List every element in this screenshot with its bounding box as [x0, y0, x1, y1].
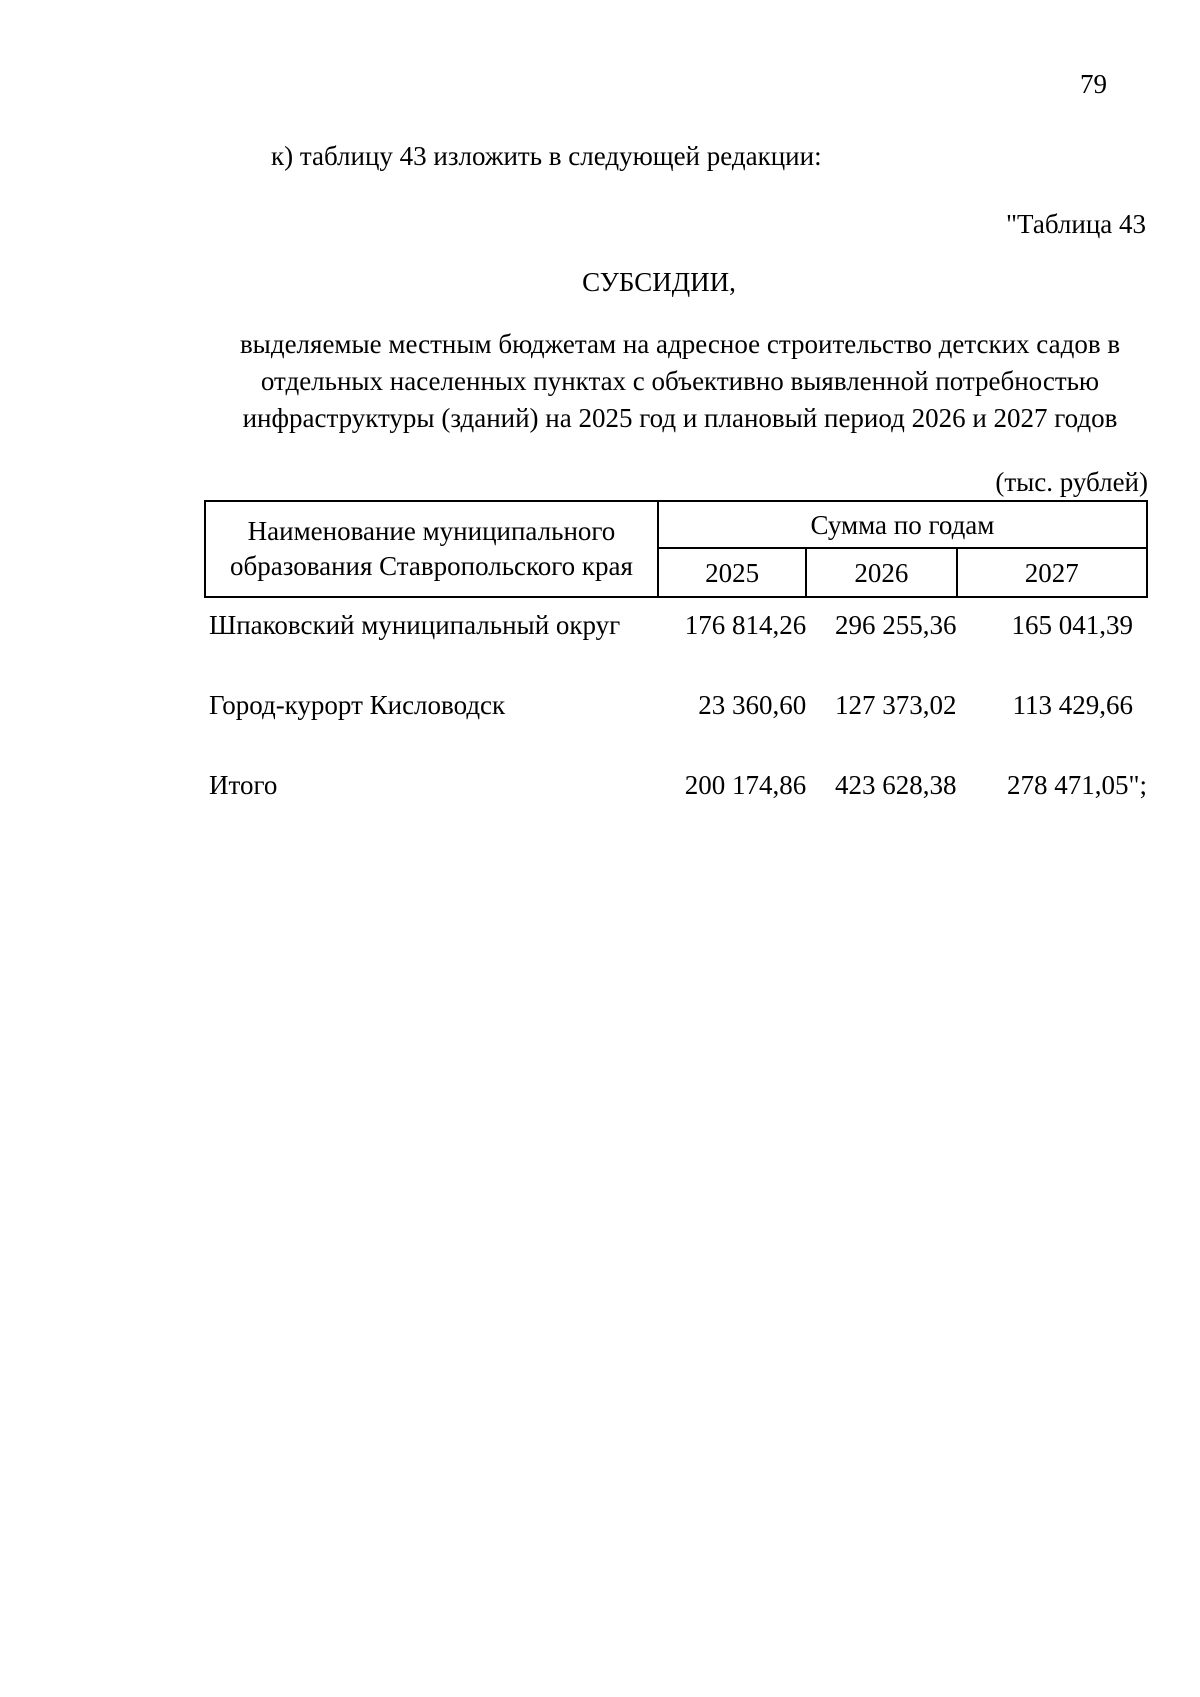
header-municipality-line: Наименование муниципального [247, 516, 616, 546]
total-amount-cell: 200 174,86 [684, 770, 807, 800]
subtitle-line: отдельных населенных пунктах с объективно выявленной потребностью [260, 366, 1100, 396]
document-subtitle [200, 326, 1160, 437]
table-row [205, 678, 1147, 758]
header-municipality [205, 501, 658, 597]
municipality-name: Шпаковский муниципальный округ [209, 610, 621, 640]
table-header-row [205, 501, 1147, 548]
amount-cell: 127 373,02 [835, 690, 957, 720]
table-row [205, 597, 1147, 678]
total-amount-cell: 278 471,05"; [1006, 770, 1147, 800]
header-sum-by-years: Сумма по годам [658, 501, 1147, 548]
subtitle-line: выделяемые местным бюджетам на адресное строительство детских садов в [239, 329, 1121, 359]
header-year: 2026 [806, 548, 956, 597]
header-year: 2025 [658, 548, 806, 597]
amendment-instruction: к) таблицу 43 изложить в следующей редакции: [271, 141, 822, 171]
total-amount-cell: 423 628,38 [835, 770, 957, 800]
amount-cell: 113 429,66 [1012, 690, 1133, 720]
subtitle-line: инфраструктуры (зданий) на 2025 год и плановый период 2026 и 2027 годов [242, 403, 1118, 433]
table-number: "Таблица 43 [1006, 209, 1146, 239]
units-label: (тыс. рублей) [995, 467, 1148, 497]
amount-cell: 23 360,60 [698, 690, 807, 720]
header-municipality-line: образования Ставропольского края [229, 551, 633, 581]
table-total-row [205, 758, 1147, 838]
amount-cell: 165 041,39 [1011, 610, 1133, 640]
page-number: 79 [1080, 69, 1107, 99]
amount-cell: 296 255,36 [835, 610, 957, 640]
municipality-name: Город-курорт Кисловодск [209, 690, 506, 720]
subsidy-table [204, 500, 1148, 838]
amount-cell: 176 814,26 [684, 610, 807, 640]
header-year: 2027 [957, 548, 1147, 597]
total-label: Итого [209, 770, 278, 800]
document-title: СУБСИДИИ, [582, 267, 736, 297]
